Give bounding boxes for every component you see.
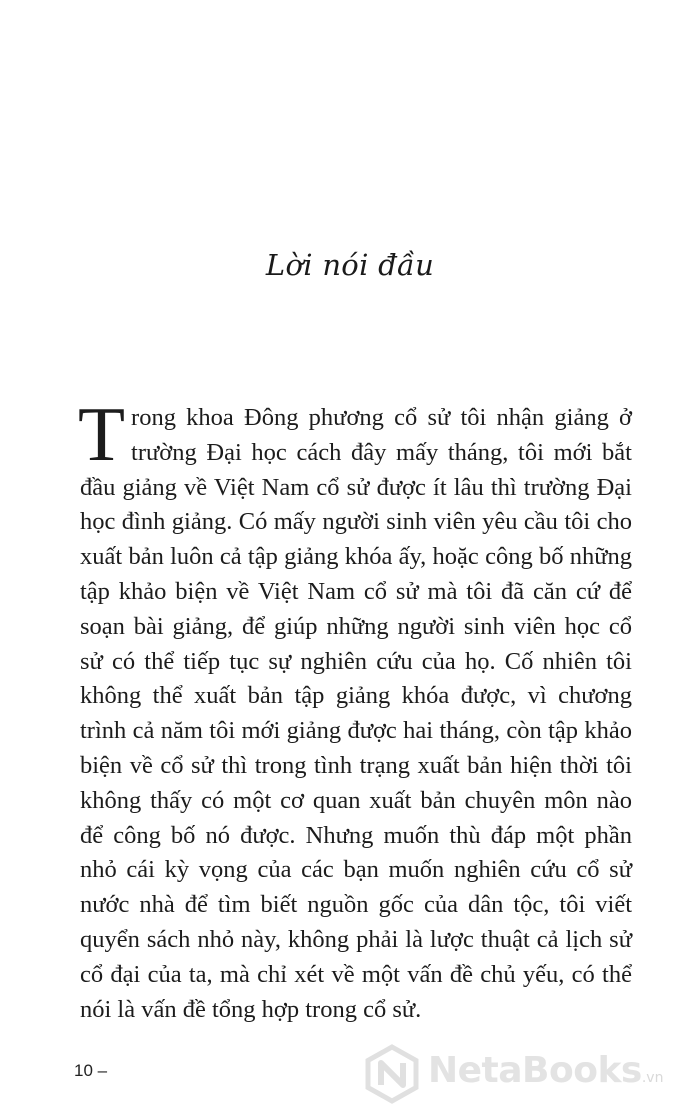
- watermark-suffix: .vn: [641, 1070, 664, 1086]
- chapter-title: Lời nói đầu: [265, 248, 435, 282]
- netabooks-watermark: [362, 1044, 692, 1104]
- preface-text: rong khoa Đông phương cổ sử tôi nhận giảng ở trường Đại học cách đây mấy tháng, tôi mới bắt đầu giảng về Việt Nam cổ sử được ít lâu thì trường Đại học đình giảng. Có mấy người sinh viên yêu cầu tôi cho xuất bản luôn cả tập giảng khóa ấy, hoặc công bố những tập khảo biện về Việt Nam cổ sử mà tôi đã căn cứ để soạn bài giảng, để giúp những người sinh viên học cổ sử có thể tiếp tục sự nghiên cứu của họ. Cố nhiên tôi không thể xuất bản tập giảng khóa được, vì chương trình cả năm tôi mới giảng được hai tháng, còn tập khảo biện về cổ sử thì trong tình trạng xuất bản hiện thời tôi không thấy có một cơ quan xuất bản chuyên môn nào để công bố nó được. Nhưng muốn thù đáp một phần nhỏ cái kỳ vọng của các bạn muốn nghiên cứu cổ sử nước nhà để tìm biết nguồn gốc của dân tộc, tôi viết quyển sách nhỏ này, không phải là lược thuật cả lịch sử cổ đại của ta, mà chỉ xét về một vấn đề chủ yếu, có thể nói là vấn đề tổng hợp trong cổ sử.: [80, 404, 632, 1023]
- netabooks-logo-icon: [362, 1044, 422, 1104]
- page-number: 10 –: [74, 1061, 108, 1080]
- drop-cap-letter: T: [78, 391, 126, 477]
- preface-paragraph: [78, 391, 632, 1027]
- watermark-text: [428, 1050, 663, 1091]
- watermark-brand: NetaBooks: [428, 1050, 642, 1091]
